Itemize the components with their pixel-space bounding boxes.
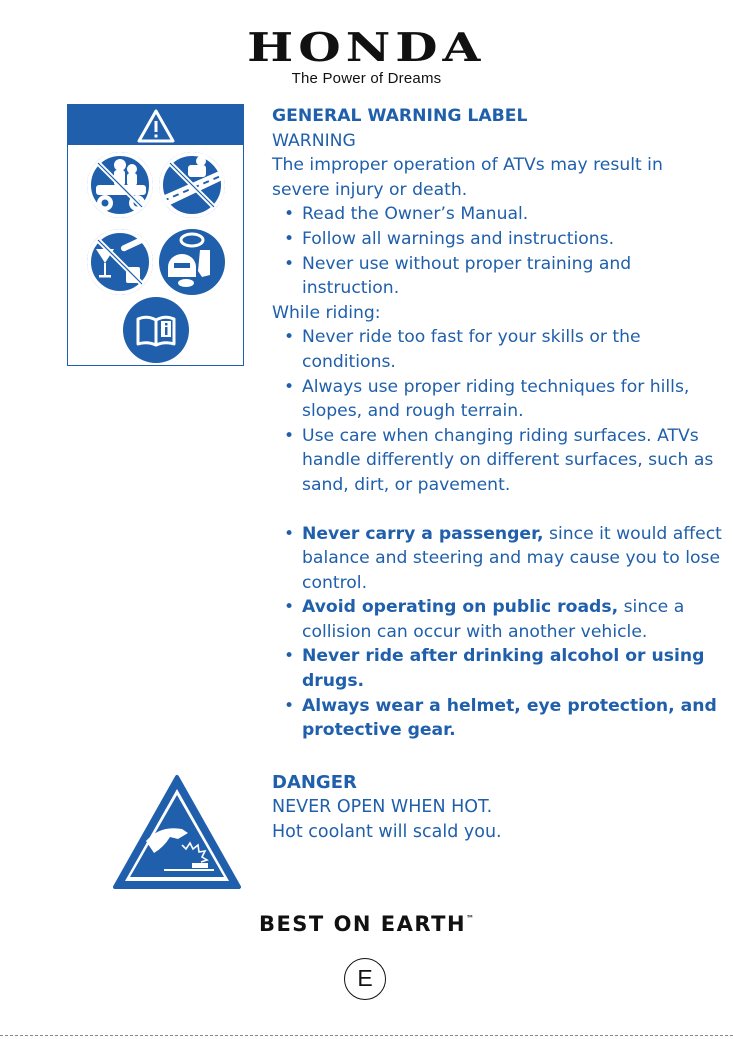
protective-gear-icon [159, 229, 225, 295]
slogan [0, 912, 733, 936]
list-item: • Never ride after drinking alcohol or using drugs. [272, 644, 722, 693]
list-item: • Never use without proper training and instruction. [272, 252, 722, 301]
danger-line-1: NEVER OPEN WHEN HOT. [272, 797, 493, 817]
list-item: • Avoid operating on public roads, since a collision can occur with another vehicle. [272, 595, 722, 644]
tagline: The Power of Dreams [291, 70, 442, 87]
no-road-icon [153, 152, 233, 218]
trademark: ™ [466, 914, 475, 923]
label-pictograms [68, 145, 243, 365]
slogan-text: BEST ON EARTH [258, 912, 467, 936]
region-code-badge: E [344, 958, 386, 1000]
list-item: • Use care when changing riding surfaces. ATVs handle differently on different surfaces, such as sand, dirt, or pavement. [272, 424, 722, 498]
list-item: • Never carry a passenger, since it would affect balance and steering and may cause you to lose control. [272, 522, 722, 596]
danger-heading: DANGER [272, 772, 357, 793]
label-heading: GENERAL WARNING LABEL [272, 106, 528, 126]
label-header-bar [68, 105, 243, 145]
danger-text [272, 770, 712, 845]
no-alcohol-drugs-icon [87, 229, 153, 295]
brand-header [0, 25, 733, 87]
hot-coolant-hazard-icon [112, 773, 242, 891]
cut-line [0, 1035, 733, 1036]
warning-label-graphic [67, 104, 244, 366]
list-item: • Always wear a helmet, eye protection, and protective gear. [272, 694, 722, 743]
while-riding-label: While riding: [272, 302, 381, 323]
list-item: • Always use proper riding techniques for hills, slopes, and rough terrain. [272, 375, 722, 424]
instruction-list [272, 202, 722, 300]
warning-intro: The improper operation of ATVs may result in severe injury or death. [272, 155, 663, 200]
honda-logo: HONDA [247, 25, 486, 71]
warning-subheading: WARNING [272, 130, 356, 151]
read-manual-icon [123, 297, 189, 363]
list-item: • Follow all warnings and instructions. [272, 227, 722, 252]
warning-triangle-icon [136, 108, 176, 144]
list-item: • Never ride too fast for your skills or the conditions. [272, 325, 722, 374]
riding-list [272, 325, 722, 497]
no-passenger-icon [87, 152, 153, 218]
danger-line-2: Hot coolant will scald you. [272, 822, 502, 842]
critical-list [272, 522, 722, 743]
warning-text [272, 104, 722, 743]
list-item: • Read the Owner’s Manual. [272, 202, 722, 227]
